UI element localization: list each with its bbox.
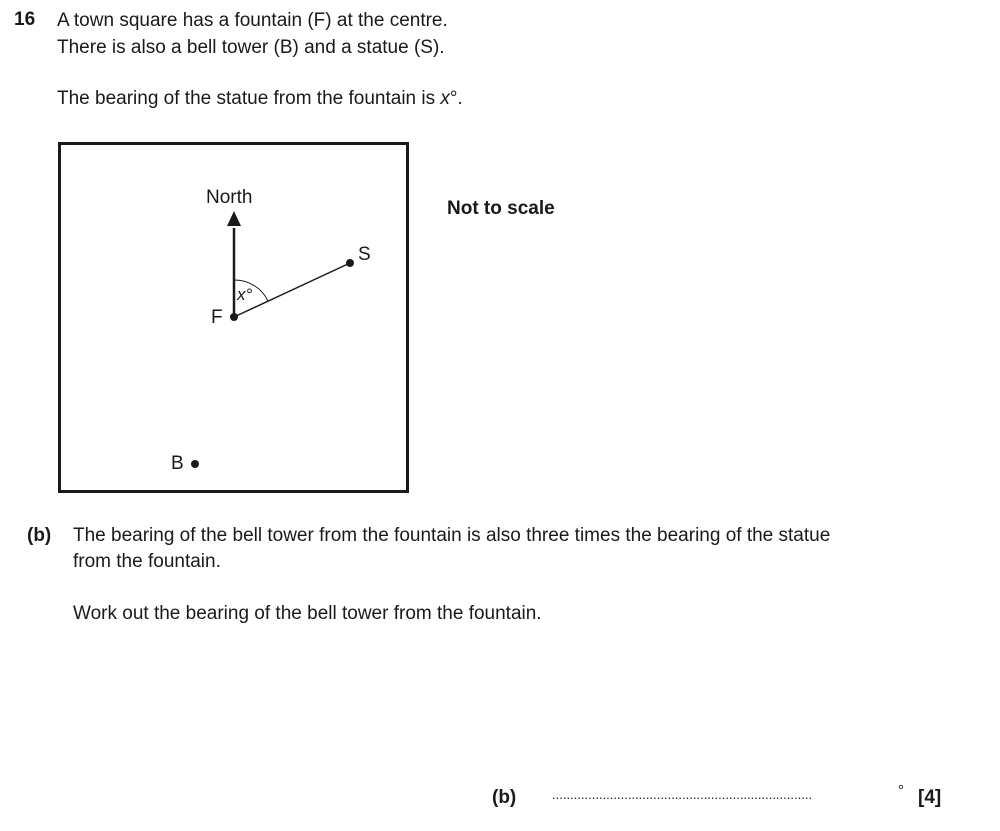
answer-part-label: (b)	[492, 787, 517, 808]
part-b-instruction: Work out the bearing of the bell tower from the fountain.	[73, 603, 542, 624]
belltower-point-icon	[191, 460, 199, 468]
question-number: 16	[14, 9, 36, 30]
north-label: North	[206, 187, 253, 208]
town-square-diagram	[58, 142, 409, 493]
degree-unit: °	[898, 782, 904, 799]
intro-line-2: There is also a bell tower (B) and a statue (S).	[57, 37, 445, 58]
fountain-point-icon	[230, 313, 238, 321]
bearing-variable: x	[440, 88, 450, 109]
not-to-scale-note: Not to scale	[447, 198, 555, 219]
part-b-text-line-1: The bearing of the bell tower from the fountain is also three times the bearing of the statue	[73, 525, 831, 546]
angle-label: x°	[237, 285, 253, 304]
marks-badge: [4]	[918, 787, 942, 808]
statue-point-icon	[346, 259, 354, 267]
bearing-suffix: °.	[449, 88, 463, 109]
point-s-label: S	[358, 244, 371, 265]
bearing-prefix: The bearing of the statue from the fountain is	[57, 88, 441, 109]
intro-line-1: A town square has a fountain (F) at the centre.	[57, 10, 448, 31]
bearing-statement	[57, 86, 463, 112]
part-b-text-line-2: from the fountain.	[73, 551, 221, 572]
point-f-label: F	[211, 307, 223, 328]
part-b-label: (b)	[27, 525, 52, 546]
point-b-label: B	[171, 453, 184, 474]
answer-line[interactable]: ........................................................................	[552, 787, 813, 802]
